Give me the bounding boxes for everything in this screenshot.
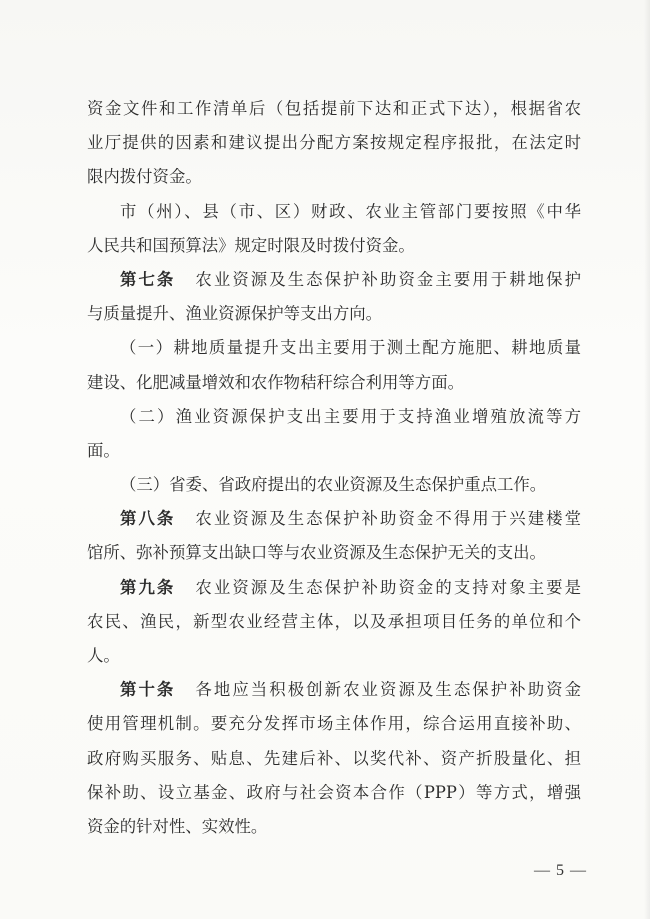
text-line: 业厅提供的因素和建议提出分配方案按规定程序报批，在法定时: [87, 133, 581, 153]
paragraph-counties: [87, 195, 581, 263]
text-line: 资金的针对性、实效性。: [87, 816, 268, 836]
article-9-first-line: [87, 571, 581, 605]
text-line: 农民、渔民，新型农业经营主体，以及承担项目任务的单位和个: [87, 611, 581, 631]
article-8: [87, 502, 581, 570]
text-line: 资金文件和工作清单后（包括提前下达和正式下达），根据省农: [87, 99, 581, 118]
text-line: 人民共和国预算法》规定时限及时拨付资金。: [87, 235, 415, 255]
text-line: 各地应当积极创新农业资源及生态保护补助资金: [195, 680, 582, 700]
article-7-item-2: [87, 400, 581, 468]
text-line: 保补助、设立基金、政府与社会资本合作（PPP）等方式，增强: [87, 782, 581, 802]
document-body: [87, 92, 581, 844]
text-line: （二）渔业资源保护支出主要用于支持渔业增殖放流等方: [120, 406, 581, 426]
text-line: 农业资源及生态保护补助资金主要用于耕地保护: [195, 269, 582, 289]
article-7-first-line: [87, 263, 581, 297]
article-10-title: 第十条: [120, 680, 176, 700]
text-line: 农业资源及生态保护补助资金的支持对象主要是: [195, 577, 582, 597]
text-line: 限内拨付资金。: [87, 167, 202, 187]
text-line: （一）耕地质量提升支出主要用于测土配方施肥、耕地质量: [120, 338, 581, 358]
text-line: 建设、化肥减量增效和农作物秸秆综合利用等方面。: [87, 372, 464, 392]
article-7-title: 第七条: [120, 269, 176, 289]
article-7-item-1: [87, 331, 581, 399]
article-9: [87, 571, 581, 674]
text-line: 馆所、弥补预算支出缺口等与农业资源及生态保护无关的支出。: [87, 543, 546, 563]
article-7: [87, 263, 581, 331]
text-line: 政府购买服务、贴息、先建后补、以奖代补、资产折股量化、担: [87, 748, 581, 768]
article-8-title: 第八条: [120, 509, 176, 529]
text-line: 人。: [87, 646, 120, 665]
article-7-item-3: [87, 468, 581, 502]
text-line: 市（州）、县（市、区）财政、农业主管部门要按照《中华: [120, 201, 581, 221]
page-number: — 5 —: [534, 862, 587, 879]
article-10-first-line: [87, 673, 581, 707]
text-line: 面。: [87, 440, 120, 460]
page-edge-shadow: [644, 0, 650, 919]
paragraph-continued: [87, 92, 581, 195]
text-line: 与质量提升、渔业资源保护等支出方向。: [87, 304, 383, 324]
text-line: 农业资源及生态保护补助资金不得用于兴建楼堂: [195, 509, 582, 529]
article-9-title: 第九条: [120, 577, 176, 597]
text-line: （三）省委、省政府提出的农业资源及生态保护重点工作。: [120, 475, 547, 495]
text-line: 使用管理机制。要充分发挥市场主体作用，综合运用直接补助、: [87, 714, 581, 734]
article-8-first-line: [87, 502, 581, 536]
article-10: [87, 673, 581, 844]
